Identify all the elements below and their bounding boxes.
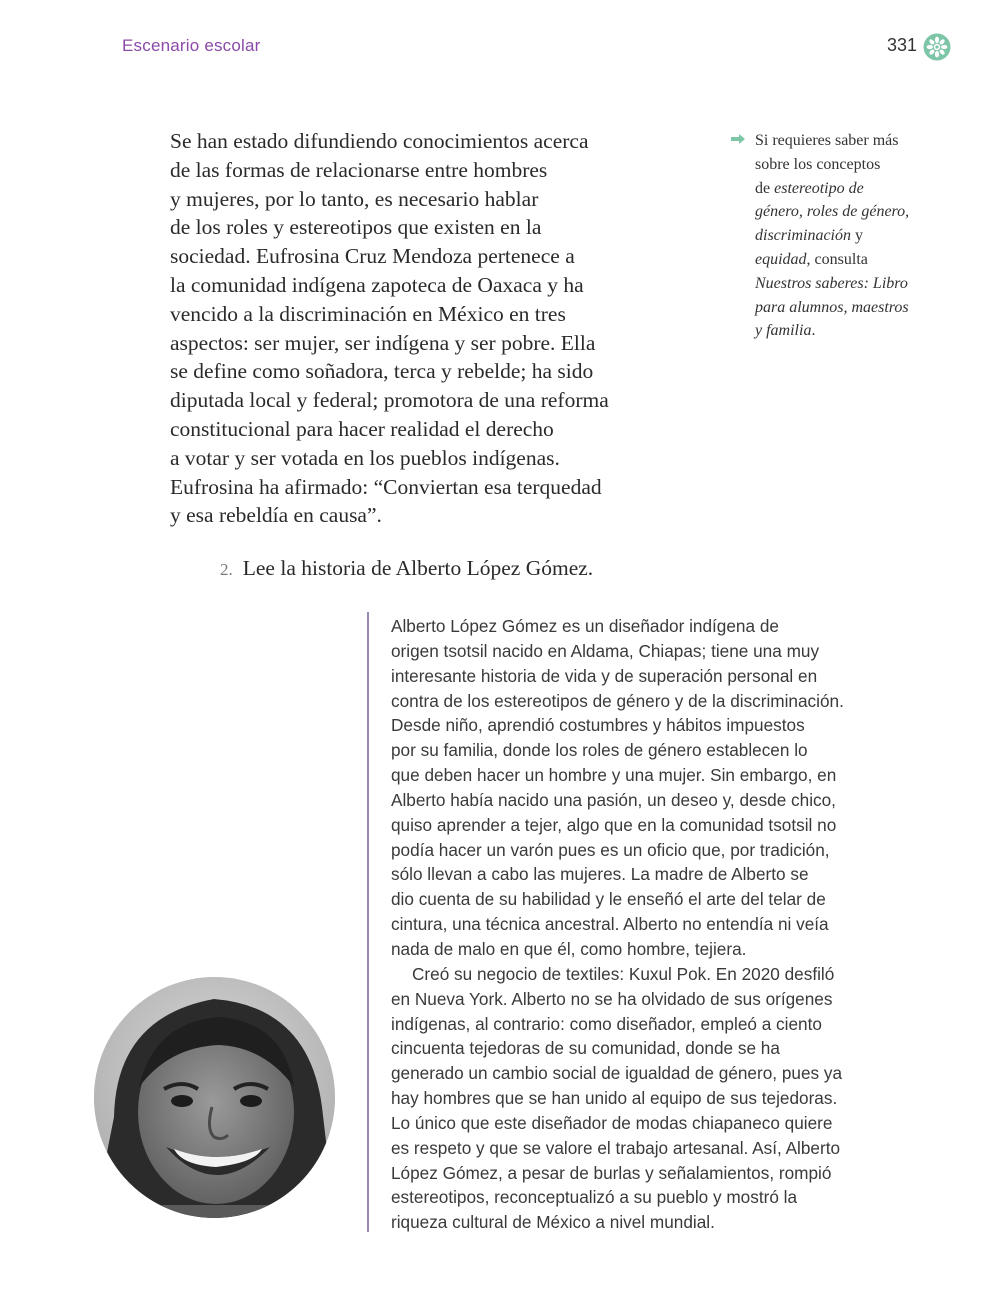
intro-paragraph-line: a votar y ser votada en los pueblos indígenas. (170, 445, 560, 470)
margin-note-line (755, 153, 935, 177)
story-line: generado un cambio social de igualdad de género, pues ya (391, 1063, 843, 1084)
flower-badge-icon (923, 33, 951, 61)
intro-paragraph-line: diputada local y federal; promotora de una reforma (170, 388, 609, 413)
section-title: Escenario escolar (122, 36, 261, 55)
margin-note-line (755, 177, 935, 201)
story-divider (367, 612, 369, 1232)
margin-note-text-segment: sobre los conceptos (755, 155, 881, 173)
story-line: sólo llevan a cabo las mujeres. La madre de Alberto se (391, 864, 809, 885)
activity-number: 2. (220, 560, 233, 579)
margin-note-text-segment: . (811, 322, 816, 340)
portrait-photo-icon (94, 977, 335, 1218)
page-number: 331 (887, 35, 918, 55)
story-line: López Gómez, a pesar de burlas y señalamientos, rompió (391, 1162, 832, 1183)
arrow-right-icon (730, 133, 746, 145)
margin-note-italic-term: equidad (755, 250, 807, 268)
story-text (391, 614, 891, 1235)
intro-paragraph-line: Eufrosina ha afirmado: “Conviertan esa terquedad (170, 474, 602, 499)
margin-note-text-segment: de (755, 179, 775, 197)
story-line: en Nueva York. Alberto no se ha olvidado de sus orígenes (391, 988, 833, 1009)
intro-paragraph-line: de los roles y estereotipos que existen en la (170, 215, 542, 240)
margin-note-line (755, 248, 935, 272)
story-line: cincuenta tejedoras de su comunidad, donde se ha (391, 1038, 780, 1059)
margin-note-italic-term: para alumnos, maestros (755, 298, 909, 316)
intro-paragraph (170, 127, 630, 530)
margin-note-italic-term: estereotipo de (774, 179, 864, 197)
story-line: riqueza cultural de México a nivel mundial. (391, 1212, 715, 1233)
margin-note-text-segment: Si requieres saber más (755, 132, 899, 149)
portrait-photo (94, 977, 335, 1218)
story-line: dio cuenta de su habilidad y le enseñó el arte del telar de (391, 889, 826, 910)
margin-note-italic-term: género, roles de género, (755, 203, 910, 221)
story-line: por su familia, donde los roles de género establecen lo (391, 740, 808, 761)
story-line: Alberto había nacido una pasión, un deseo y, desde chico, (391, 789, 836, 810)
story-line: contra de los estereotipos de género y de la discriminación. (391, 690, 844, 711)
margin-note-line (755, 272, 935, 296)
margin-note-line (755, 129, 935, 153)
story-line: Alberto López Gómez es un diseñador indígena de (391, 616, 779, 636)
intro-paragraph-line: de las formas de relacionarse entre hombres (170, 157, 548, 182)
margin-note-line (755, 319, 935, 343)
intro-paragraph-line: sociedad. Eufrosina Cruz Mendoza pertenece a (170, 244, 575, 269)
story-line: interesante historia de vida y de superación personal en (391, 665, 818, 686)
story-line: Desde niño, aprendió costumbres y hábitos impuestos (391, 715, 805, 736)
story-line: estereotipos, reconceptualizó a su pueblo y mostró la (391, 1187, 798, 1208)
intro-paragraph-line: aspectos: ser mujer, ser indígena y ser pobre. Ella (170, 330, 596, 355)
margin-note-text-segment: , consulta (806, 250, 868, 268)
story-line: cintura, una técnica ancestral. Alberto no entendía ni veía (391, 914, 829, 935)
story-line: Creó su negocio de textiles: Kuxul Pok. En 2020 desfiló (412, 963, 835, 984)
intro-paragraph-line: vencido a la discriminación en México en tres (170, 301, 566, 326)
intro-paragraph-line: constitucional para hacer realidad el derecho (170, 416, 554, 441)
story-line: Lo único que este diseñador de modas chiapaneco quiere (391, 1112, 833, 1133)
margin-note-line (755, 200, 935, 224)
story-line: indígenas, al contrario: como diseñador, empleó a ciento (391, 1013, 822, 1034)
activity-text: Lee la historia de Alberto López Gómez. (242, 556, 594, 580)
story-line: nada de malo en que él, como hombre, tejiera. (391, 938, 747, 959)
margin-note-italic-term: y familia (755, 322, 812, 340)
intro-paragraph-line: y esa rebeldía en causa”. (170, 503, 382, 528)
margin-note-line (755, 224, 935, 248)
margin-note-text (755, 129, 935, 343)
margin-note-line (755, 296, 935, 320)
story-line: quiso aprender a tejer, algo que en la comunidad tsotsil no (391, 814, 837, 835)
story-line: hay hombres que se han unido al equipo de sus tejedoras. (391, 1088, 838, 1109)
story-line: es respeto y que se valore el trabajo artesanal. Así, Alberto (391, 1137, 841, 1158)
margin-note-italic-term: discriminación (755, 227, 851, 245)
story-line: origen tsotsil nacido en Aldama, Chiapas; tiene una muy (391, 640, 820, 661)
intro-paragraph-line: la comunidad indígena zapoteca de Oaxaca y ha (170, 272, 584, 297)
story-line: podía hacer un varón pues es un oficio que, por tradición, (391, 839, 830, 860)
intro-paragraph-line: y mujeres, por lo tanto, es necesario hablar (170, 186, 539, 211)
intro-paragraph-line: Se han estado difundiendo conocimientos acerca (170, 129, 589, 153)
story-line: que deben hacer un hombre y una mujer. Sin embargo, en (391, 765, 837, 786)
margin-note-italic-term: Nuestros saberes: Libro (755, 274, 908, 292)
margin-note-text-segment: y (851, 227, 863, 245)
intro-paragraph-line: se define como soñadora, terca y rebelde; ha sido (170, 359, 594, 384)
activity-instruction (220, 556, 593, 581)
